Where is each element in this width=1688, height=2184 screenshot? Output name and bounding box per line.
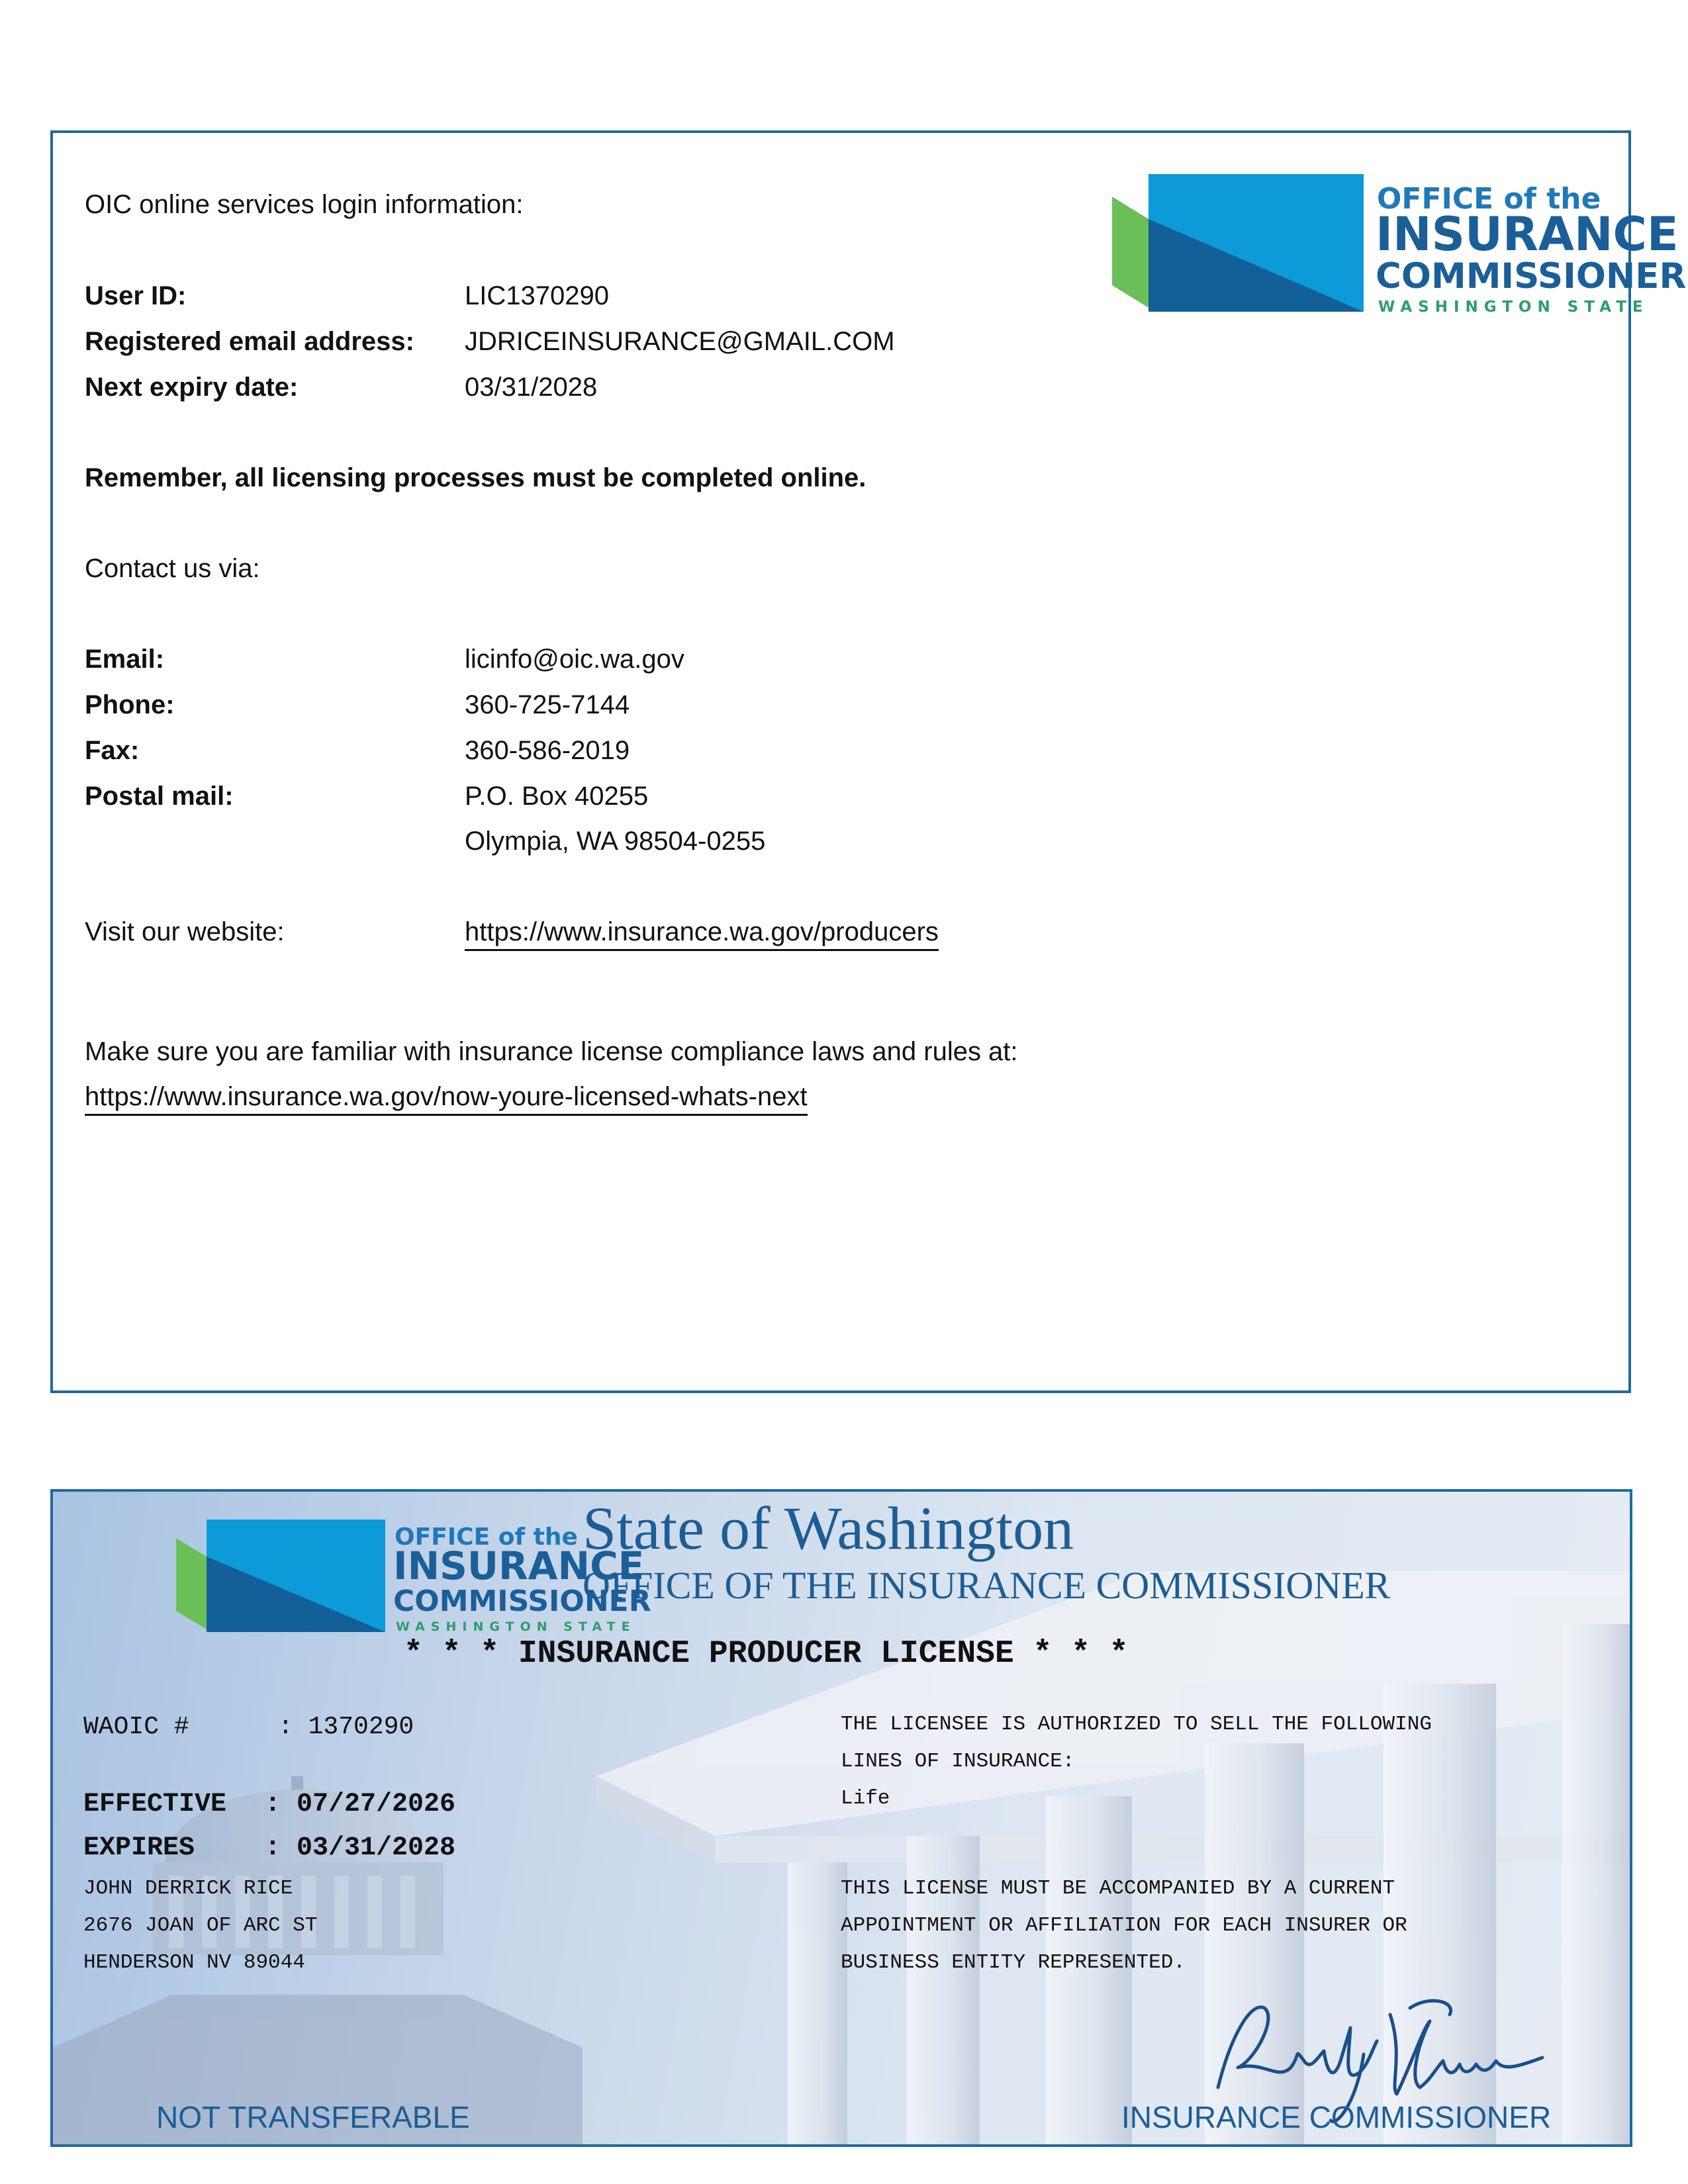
effective-label: EFFECTIVE (83, 1790, 227, 1819)
authorization-line2: LINES OF INSURANCE: (841, 1750, 1075, 1773)
login-intro: OIC online services login information: (85, 190, 524, 219)
license-heading: * * * INSURANCE PRODUCER LICENSE * * * (404, 1636, 1129, 1672)
contact-postal-value: P.O. Box 40255 (465, 782, 649, 811)
contact-email-label: Email: (85, 645, 165, 674)
license-card (50, 1489, 1632, 2147)
card-logo-line1: OFFICE of the (395, 1524, 578, 1551)
expiry-date-label: Next expiry date: (85, 373, 299, 402)
website-label: Visit our website: (85, 917, 285, 946)
user-id-value: LIC1370290 (465, 281, 609, 310)
online-reminder: Remember, all licensing processes must be completed online. (85, 463, 867, 492)
office-title: OFFICE OF THE INSURANCE COMMISSIONER (583, 1564, 1391, 1607)
email-address-value: JDRICEINSURANCE@GMAIL.COM (465, 327, 895, 356)
logo-line1: OFFICE of the (1377, 182, 1601, 216)
state-title: State of Washington (583, 1494, 1074, 1562)
logo-line2: INSURANCE (1376, 207, 1679, 261)
holder-address-line1: 2676 JOAN OF ARC ST (83, 1914, 318, 1937)
user-id-label: User ID: (85, 281, 187, 310)
contact-intro: Contact us via: (85, 554, 260, 583)
waoic-value: : 1370290 (278, 1713, 414, 1741)
expires-label: EXPIRES (83, 1833, 195, 1863)
lines-of-insurance: Life (841, 1787, 890, 1810)
contact-postal-line2: Olympia, WA 98504-0255 (465, 827, 766, 856)
effective-value: : 07/27/2026 (265, 1790, 456, 1819)
appointment-line1: THIS LICENSE MUST BE ACCOMPANIED BY A CURRENT (841, 1877, 1395, 1900)
card-logo-line3: COMMISSIONER (393, 1584, 651, 1618)
card-oic-logo (119, 1504, 651, 1636)
contact-phone-label: Phone: (85, 690, 175, 719)
appointment-line3: BUSINESS ENTITY REPRESENTED. (841, 1951, 1186, 1974)
not-transferable-label: NOT TRANSFERABLE (156, 2100, 470, 2134)
oic-logo (1059, 167, 1687, 326)
appointment-line2: APPOINTMENT OR AFFILIATION FOR EACH INSURER OR (841, 1914, 1407, 1937)
holder-name: JOHN DERRICK RICE (83, 1877, 293, 1900)
card-logo-green-shape (176, 1538, 207, 1629)
logo-line4: WASHINGTON STATE (1378, 298, 1649, 316)
contact-fax-label: Fax: (85, 736, 140, 765)
contact-phone-value: 360-725-7144 (465, 690, 630, 719)
holder-address-line2: HENDERSON NV 89044 (83, 1951, 305, 1974)
contact-email-value[interactable]: licinfo@oic.wa.gov (465, 645, 684, 674)
login-info-box (50, 130, 1687, 1393)
email-address-label: Registered email address: (85, 327, 414, 356)
contact-fax-value: 360-586-2019 (465, 736, 630, 765)
expires-value: : 03/31/2028 (265, 1833, 456, 1863)
compliance-text: Make sure you are familiar with insurance license compliance laws and rules at: (85, 1037, 1018, 1066)
website-link[interactable]: https://www.insurance.wa.gov/producers (465, 916, 939, 951)
card-logo-line4: WASHINGTON STATE (396, 1619, 636, 1634)
card-logo-line2: INSURANCE (393, 1543, 645, 1588)
logo-green-shape (1112, 197, 1149, 308)
contact-postal-label: Postal mail: (85, 782, 234, 811)
authorization-line1: THE LICENSEE IS AUTHORIZED TO SELL THE FOLLOWING (841, 1713, 1432, 1736)
waoic-label: WAOIC # (83, 1713, 189, 1741)
logo-line3: COMMISSIONER (1376, 256, 1687, 296)
expiry-date-value: 03/31/2028 (465, 373, 598, 402)
compliance-link[interactable]: https://www.insurance.wa.gov/now-youre-licensed-whats-next (85, 1081, 808, 1116)
commissioner-title: INSURANCE COMMISSIONER (1121, 2100, 1552, 2134)
